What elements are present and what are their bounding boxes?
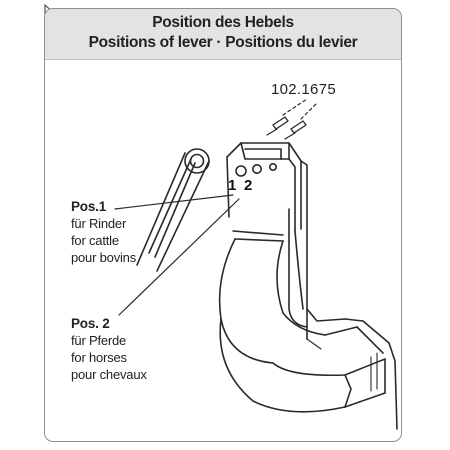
- shading-lines: [307, 339, 377, 391]
- lever-arm: [137, 149, 209, 271]
- position-1-label: [71, 198, 136, 266]
- part-number-leader-2: [301, 103, 317, 119]
- title-german: Position des Hebels: [152, 14, 294, 31]
- position-2-french: pour chevaux: [71, 367, 147, 382]
- title-english-french: Positions of lever · Positions du levier: [88, 34, 358, 51]
- position-1-heading: Pos.1: [71, 199, 107, 214]
- position-1-french: pour bovins: [71, 250, 137, 265]
- position-2-heading: Pos. 2: [71, 316, 110, 331]
- pins-part: [267, 117, 306, 139]
- position-2-english: for horses: [71, 350, 127, 365]
- position-2-label: [71, 315, 147, 383]
- position-2-marker: 2: [244, 177, 253, 194]
- part-number-leader: [283, 99, 307, 115]
- position-2-german: für Pferde: [71, 333, 127, 348]
- position-1-marker: 1: [228, 177, 237, 194]
- leader-line-pos2: [119, 199, 239, 315]
- position-1-english: for cattle: [71, 233, 119, 248]
- instruction-panel: [44, 8, 402, 442]
- part-number: 102.1675: [271, 81, 336, 98]
- position-1-german: für Rinder: [71, 216, 127, 231]
